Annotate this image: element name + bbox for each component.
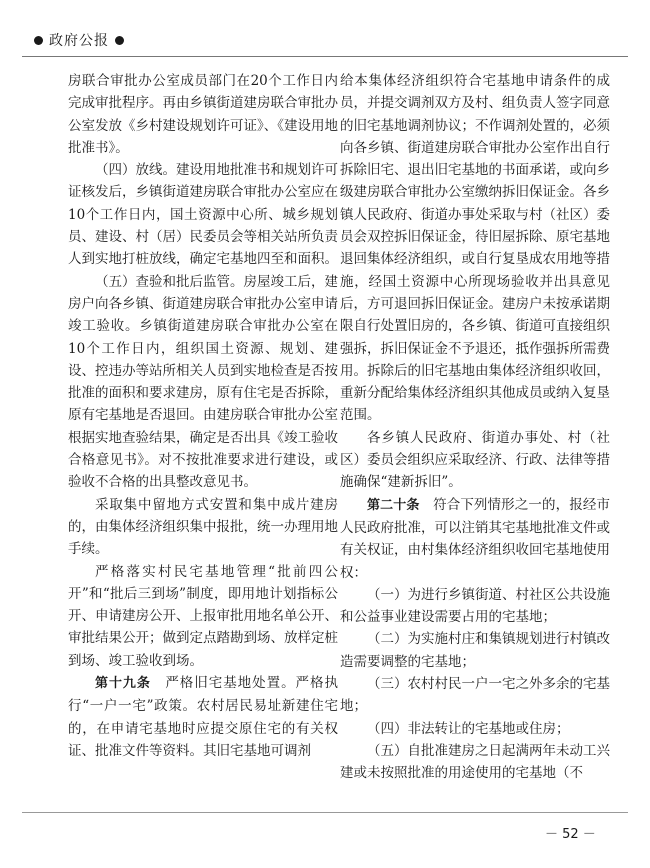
paragraph-text: 严格落实村民宅基地管理“批前四公开”和“批后三到场”制度，即用地计划指标公开、申请建房公开、上报审批用地名单公开、审批结果公开；做到定点踏勘到场、放样定桩到场、竣工验收到场。 xyxy=(68,563,338,669)
article-heading: 第十九条 xyxy=(95,676,151,692)
paragraph xyxy=(68,70,338,159)
paragraph xyxy=(340,628,610,673)
bullet-dot-icon xyxy=(115,36,124,45)
footer-divider xyxy=(22,812,628,813)
right-text-column xyxy=(340,70,610,785)
paragraph-text: （一）为进行乡镇街道、村社区公共设施和公益事业建设需要占用的宅基地； xyxy=(340,586,610,626)
paragraph-text: 给本集体经济组织符合宅基地申请条件的成员，并提交调剂双方及村、组负责人签字同意的旧宅基地调剂协议；不作调剂处置的，必须向各乡镇、街道建房联合审批办公室作出自行拆除旧宅、退出旧宅基地的书面承诺，或向乡级建房联合审批办公室缴纳拆旧保证金。各乡镇人民政府、街道办事处采取与村（社区）委员会双控拆旧保证金，待旧屋拆除、原宅基地退回集体经济组织，或自行复垦成农用地等措施，经国土资源中心所现场验收并出具意见后，方可退回拆旧保证金。建房户未按承诺期限自行处置旧房的，各乡镇、街道可直接组织强拆，拆旧保证金不予退还，抵作强拆所需费用。拆除后的旧宅基地由集体经济组织收回，重新分配给集体经济组织其他成员或纳入复垦范围。 xyxy=(340,73,610,424)
paragraph xyxy=(340,718,610,740)
paragraph-text: （五）查验和批后监管。房屋竣工后，建房户向各乡镇、街道建房联合审批办公室申请竣工验收。乡镇街道建房联合审批办公室在10个工作日内，组织国土资源、规划、建设、控违办等站所相关人员到实地检查是否按批准的面积和要求建房，原有住宅是否拆除，原有宅基地是否退回。由建房联合审批办公室根据实地查验结果，确定是否出具《竣工验收合格意见书》。对不按批准要求进行建设，或验收不合格的出具整改意见书。 xyxy=(68,273,338,491)
paragraph xyxy=(68,159,338,270)
paragraph-text: （四）非法转让的宅基地或住房； xyxy=(367,720,570,737)
paragraph xyxy=(68,561,338,672)
paragraph-text: （二）为实施村庄和集镇规划进行村镇改造需要调整的宅基地； xyxy=(340,631,610,670)
paragraph xyxy=(340,427,610,494)
paragraph-text: （四）放线。建设用地批准书和规划许可证核发后，乡镇街道建房联合审批办公室应在10个工作日内，国土资源中心所、城乡规划员、建设、村（居）民委员会等相关站所负责人到实地打桩放线，确定宅基地四至和面积。 xyxy=(68,162,338,268)
paragraph-text: 采取集中留地方式安置和集中成片建房的，由集体经济组织集中报批，统一办理用地手续。 xyxy=(68,496,338,558)
bullet-dot-icon xyxy=(34,36,43,45)
paragraph-text: 各乡镇人民政府、街道办事处、村（社区）委员会组织应采取经济、行政、法律等措施确保“建新拆旧”。 xyxy=(340,429,610,491)
paragraph-text: 房联合审批办公室成员部门在20个工作日内完成审批程序。再由乡镇街道建房联合审批办公室发放《乡村建设规划许可证》、《建设用地批准书》。 xyxy=(68,73,338,156)
paragraph-text: （五）自批准建房之日起满两年未动工兴建或未按照批准的用途使用的宅基地（不 xyxy=(340,742,610,782)
paragraph xyxy=(340,70,610,427)
paragraph xyxy=(68,271,338,494)
paragraph xyxy=(340,673,610,718)
paragraph xyxy=(340,740,610,785)
paragraph-text: 符合下列情形之一的，报经市人民政府批准，可以注销其宅基地批准文件或有关权证，由村集体经济组织收回宅基地使用权： xyxy=(340,496,610,581)
paragraph xyxy=(340,584,610,629)
page-number: － 52 － xyxy=(545,827,596,842)
publication-header xyxy=(28,30,130,50)
header-divider xyxy=(22,56,628,57)
paragraph xyxy=(68,672,338,762)
paragraph xyxy=(340,494,610,584)
publication-title: 政府公报 xyxy=(49,33,109,49)
paragraph xyxy=(68,494,338,561)
paragraph-text: （三）农村村民一户一宅之外多余的宅基地； xyxy=(340,676,610,715)
paragraph-text: 严格旧宅基地处置。严格执行“一户一宅”政策。农村居民易址新建住宅的，在申请宅基地时应提交原住宅的有关权证、批准文件等资料。其旧宅基地可调剂 xyxy=(68,675,338,759)
left-text-column xyxy=(68,70,338,762)
article-heading: 第二十条 xyxy=(367,497,420,513)
